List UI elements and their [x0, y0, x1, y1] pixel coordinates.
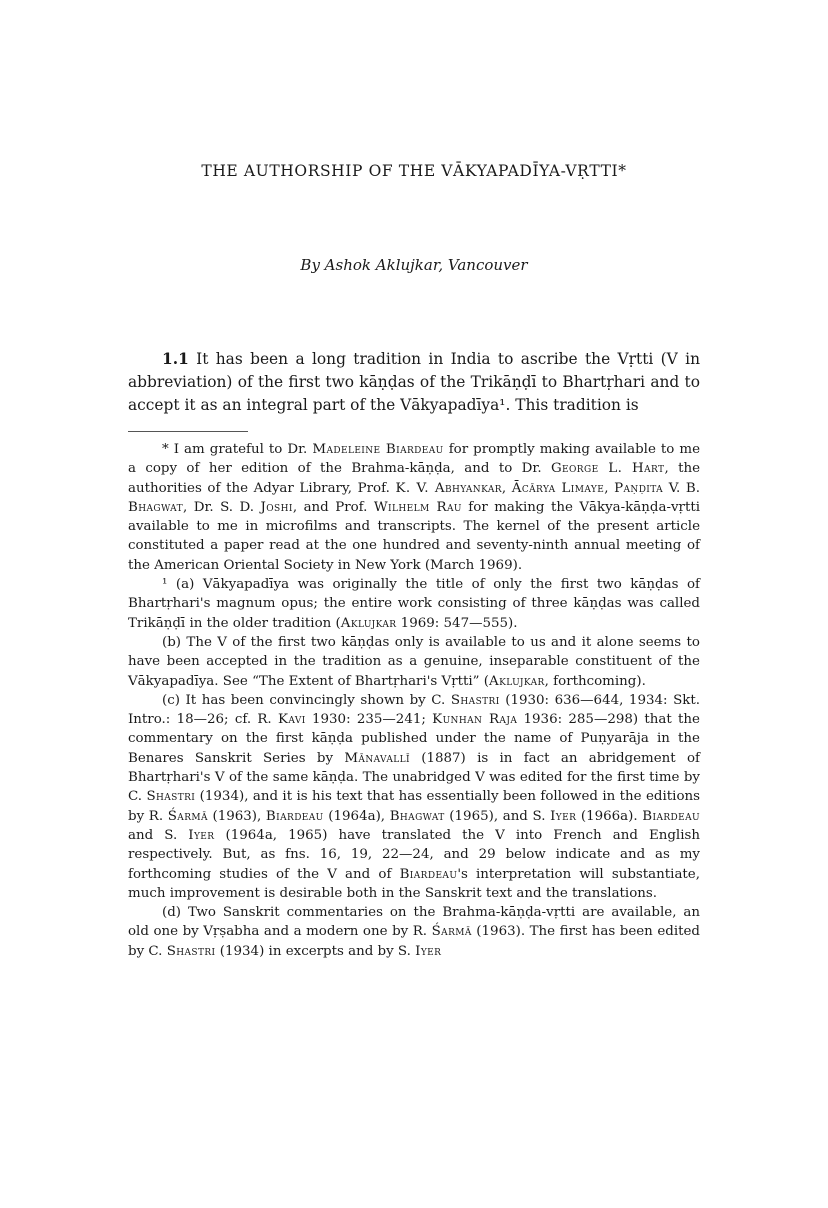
- cited-name: Ācārya Limaye: [511, 480, 605, 496]
- footnote-text: 's interpretation will substantiate, much improvement is desirable both in the Sanskrit text and the translations.: [128, 866, 700, 901]
- footnote-1c: [128, 691, 700, 903]
- footnote-text: for making the Vākya-kāṇḍa-vṛtti available to me in microfilms and transcripts. The kernel of the present article constituted a paper read at the one hundred and seventy-ninth annual meeting of the American Oriental Society in New York (March 1969).: [128, 499, 700, 573]
- article-title: THE AUTHORSHIP OF THE VĀKYAPADĪYA-VṚTTI*: [201, 162, 627, 180]
- cited-name: Shastri: [450, 692, 500, 708]
- cited-name: Kunhan Raja: [432, 712, 518, 728]
- footnote-text: (1934), and it is his text that has essentially been followed in the editions by R.: [128, 789, 701, 824]
- footnote-text: (d) Two Sanskrit commentaries on the Brahma-kāṇḍa-vṛtti are available, an old one by Vṛṣabha and a modern one by R.: [128, 905, 700, 940]
- cited-name: Aklujkar: [340, 615, 397, 631]
- footnote-text: , the authorities of the Adyar Library, Prof.: [128, 461, 700, 496]
- cited-name: Biardeau: [399, 866, 458, 882]
- author-byline: By Ashok Aklujkar, Vancouver: [300, 256, 528, 274]
- footnote-text: for promptly making available to me a copy of her edition of the Brahma-kāṇḍa, and to Dr.: [128, 442, 700, 477]
- footnote-text: (1964a),: [323, 808, 390, 824]
- footnote-text: (1934) in excerpts and by S.: [215, 943, 416, 959]
- cited-name: Shastri: [166, 943, 216, 959]
- cited-name: K. V. Abhyankar: [395, 480, 502, 496]
- cited-name: Paṇḍita: [614, 480, 664, 496]
- footnote-text: (1965), and S.: [444, 808, 551, 824]
- footnote-text: 1969: 547—555).: [396, 615, 518, 631]
- footnote-text: V. B.: [663, 480, 700, 496]
- cited-name: Wilhelm Rau: [373, 499, 462, 515]
- footnote-text: (1963). The first has been edited by C.: [128, 924, 700, 959]
- cited-name: Śarmā: [167, 808, 208, 824]
- cited-name: Madeleine Biardeau: [312, 442, 444, 457]
- cited-name: Biardeau: [265, 808, 324, 824]
- footnote-text: (1930: 636—644, 1934: Skt. Intro.: 18—26; cf. R.: [128, 692, 700, 728]
- footnote-1d: [128, 903, 700, 961]
- footnote-text: and S.: [128, 827, 189, 843]
- section-number: 1.1: [162, 350, 189, 368]
- cited-name: Śarmā: [431, 924, 472, 940]
- cited-name: George L. Hart: [550, 461, 665, 477]
- footnote-text: (1963),: [207, 808, 266, 824]
- cited-name: Shastri: [146, 789, 196, 805]
- cited-name: Mānavallī: [344, 750, 410, 766]
- footnote-text: (c) It has been convincingly shown by C.: [162, 692, 451, 708]
- footnote-text: , Dr. S. D.: [183, 499, 261, 515]
- footnote-text: 1930: 235—241;: [305, 712, 433, 728]
- cited-name: Bhagwat: [128, 499, 183, 515]
- footnote-text: * I am grateful to Dr.: [162, 442, 313, 457]
- footnote-star: [128, 440, 700, 575]
- opening-paragraph: [128, 348, 700, 417]
- cited-name: Iyer: [188, 827, 215, 843]
- footnote-text: (1966a).: [576, 808, 643, 824]
- footnote-text: ¹ (a) Vākyapadīya was originally the title of only the first two kāṇḍas of Bhartṛhari's magnum opus; the entire work consisting of three kāṇḍas was called Trikāṇḍī in the older tradition (: [128, 577, 700, 631]
- footnote-text: (b) The V of the first two kāṇḍas only is available to us and it alone seems to have been accepted in the tradition as a genuine, inseparable constituent of the Vākyapadīya. See “The Extent of Bhartṛhari's Vṛtti” (: [128, 634, 700, 689]
- footnote-text: (1887) is in fact an abridgement of Bhartṛhari's V of the same kāṇḍa. The unabridged V was edited for the first time by C.: [128, 750, 700, 805]
- cited-name: Bhagwat: [389, 808, 445, 824]
- footnote-rule: [128, 431, 248, 432]
- footnote-1a: [128, 575, 700, 633]
- footnote-text: ,: [501, 480, 512, 496]
- opening-text: It has been a long tradition in India to ascribe the Vṛtti (V in abbreviation) of the first two kāṇḍas of the Trikāṇḍī to Bhartṛhari and to accept it as an integral part of the Vākyapadīya¹. This tradition is: [128, 350, 700, 414]
- footnote-text: , forthcoming).: [544, 673, 646, 689]
- footnote-text: 1936: 285—298) that the commentary on the first kāṇḍa published under the name of Puṇyarāja in the Benares Sanskrit Series by: [128, 712, 700, 766]
- cited-name: Kavi: [277, 712, 306, 728]
- footnote-text: ,: [604, 480, 615, 496]
- cited-name: Aklujkar: [489, 673, 545, 689]
- footnotes: [128, 440, 700, 961]
- cited-name: Biardeau: [642, 808, 701, 824]
- cited-name: Iyer: [550, 808, 577, 824]
- cited-name: Iyer: [415, 943, 442, 959]
- footnote-text: , and Prof.: [292, 499, 374, 515]
- footnote-1b: [128, 633, 700, 691]
- footnote-text: (1964a, 1965) have translated the V into French and English respectively. But, as fns. 16, 19, 22—24, and 29 below indicate and as my forthcoming studies of the V and of: [128, 827, 700, 882]
- cited-name: Joshi: [260, 499, 293, 515]
